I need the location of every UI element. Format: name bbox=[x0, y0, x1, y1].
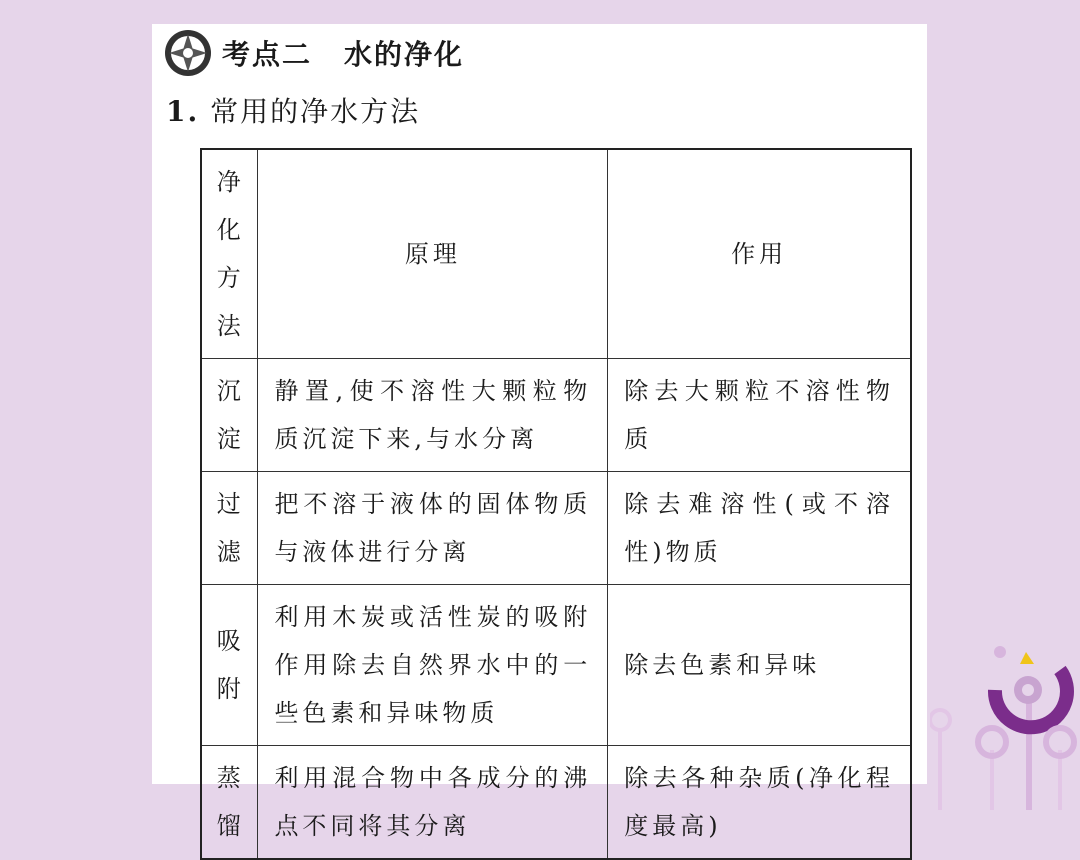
row-principle: 利用混合物中各成分的沸点不同将其分离 bbox=[258, 746, 608, 860]
row-method: 吸附 bbox=[201, 585, 258, 746]
table-row bbox=[201, 472, 911, 585]
table-row bbox=[201, 746, 911, 860]
purification-methods-table bbox=[200, 148, 912, 860]
row-effect: 除去大颗粒不溶性物质 bbox=[608, 359, 911, 472]
section-heading bbox=[164, 30, 464, 76]
table-row bbox=[201, 585, 911, 746]
row-principle: 把不溶于液体的固体物质与液体进行分离 bbox=[258, 472, 608, 585]
header-effect: 作用 bbox=[608, 149, 911, 359]
row-method: 过滤 bbox=[201, 472, 258, 585]
row-principle: 利用木炭或活性炭的吸附作用除去自然界水中的一些色素和异味物质 bbox=[258, 585, 608, 746]
table-header-row bbox=[201, 149, 911, 359]
heading-label: 考点二 bbox=[222, 38, 313, 71]
row-effect: 除去难溶性(或不溶性)物质 bbox=[608, 472, 911, 585]
compass-badge-icon bbox=[164, 29, 212, 77]
row-effect: 除去色素和异味 bbox=[608, 585, 911, 746]
subheading-text: 常用的净水方法 bbox=[210, 95, 421, 128]
row-method: 沉淀 bbox=[201, 359, 258, 472]
row-method: 蒸馏 bbox=[201, 746, 258, 860]
heading-title: 水的净化 bbox=[344, 38, 465, 71]
row-effect: 除去各种杂质(净化程度最高) bbox=[608, 746, 911, 860]
header-method: 净化方法 bbox=[201, 149, 258, 359]
table-row bbox=[201, 359, 911, 472]
subheading-number: 1. bbox=[166, 95, 200, 128]
decorative-flower-icon bbox=[930, 630, 1080, 810]
header-principle: 原理 bbox=[258, 149, 608, 359]
subheading bbox=[166, 90, 420, 130]
slide-card bbox=[152, 24, 927, 840]
row-principle: 静置,使不溶性大颗粒物质沉淀下来,与水分离 bbox=[258, 359, 608, 472]
